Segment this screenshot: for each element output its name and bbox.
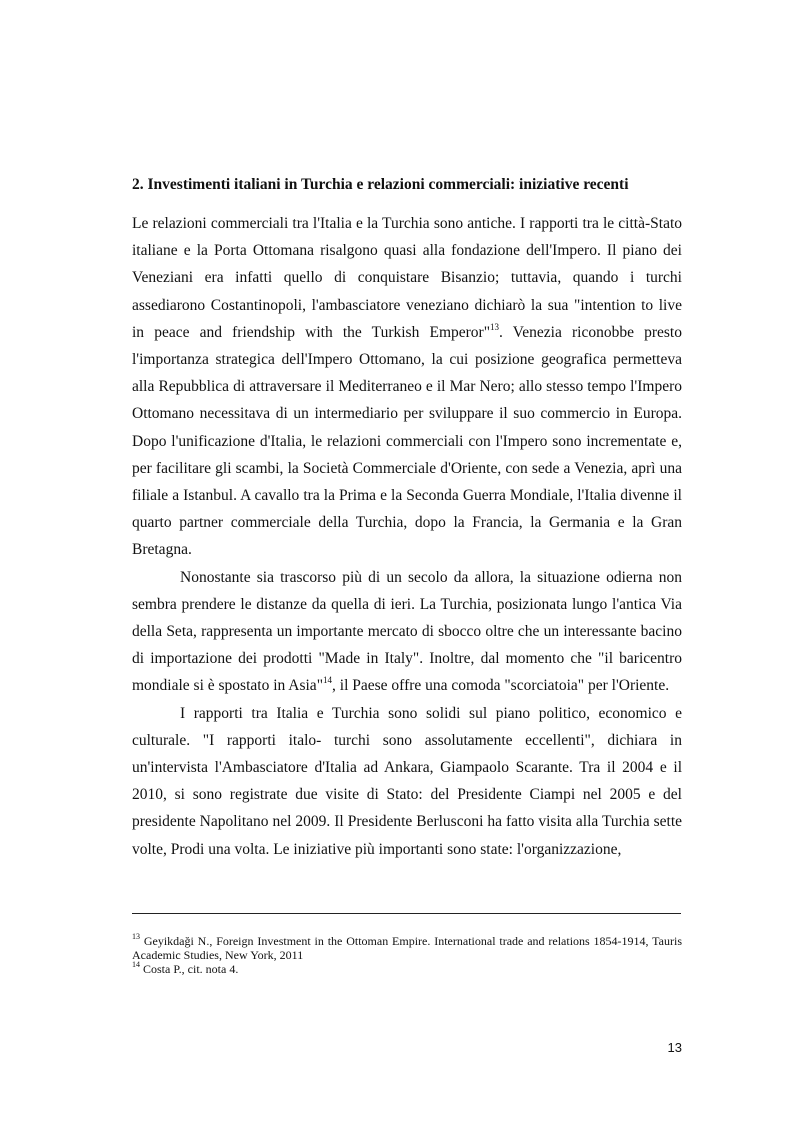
paragraph-1-part-2: . Venezia riconobbe presto l'importanza strategica dell'Impero Ottomano, la cui posizione geografica permetteva alla Repubblica di attraversare il Mediterraneo e il Mar Nero; allo stesso tempo l'Impero Ottomano necessitava di un intermediario per sviluppare il suo commercio in Europa. Dopo l'unificazione d'Italia, le relazioni commerciali con l'Impero sono incrementate e, per facilitare gli scambi, la Società Commerciale d'Oriente, con sede a Venezia, aprì una filiale a Istanbul. A cavallo tra la Prima e la Seconda Guerra Mondiale, l'Italia divenne il quarto partner commerciale della Turchia, dopo la Francia, la Germania e la Gran Bretagna. <box>132 323 682 559</box>
footnote-number-14: 14 <box>132 960 140 969</box>
footnote-13 <box>132 934 682 962</box>
footnote-ref-13: 13 <box>490 321 500 332</box>
footnote-13-text: Geyikdaği N., Foreign Investment in the Ottoman Empire. International trade and relations 1854-1914, Tauris Academic Studies, New York, 2011 <box>132 934 682 962</box>
footnote-number-13: 13 <box>132 932 140 941</box>
footnote-14-text: Costa P., cit. nota 4. <box>140 962 239 976</box>
section-heading: 2. Investimenti italiani in Turchia e relazioni commerciali: iniziative recenti <box>132 176 629 193</box>
footnotes <box>132 934 682 976</box>
paragraph-2-part-2: , il Paese offre una comoda "scorciatoia" per l'Oriente. <box>332 677 670 695</box>
paragraph-2-part-1: Nonostante sia trascorso più di un secolo da allora, la situazione odierna non sembra prendere le distanze da quella di ieri. La Turchia, posizionata lungo l'antica Via della Seta, rappresenta un importante mercato di sbocco oltre che un interessante bacino di importazione dei prodotti "Made in Italy". Inoltre, dal momento che "il baricentro mondiale si è spostato in Asia" <box>132 568 682 695</box>
page-number: 13 <box>667 1040 682 1055</box>
body-text <box>132 210 682 863</box>
footnote-separator <box>132 913 681 914</box>
footnote-14 <box>132 962 682 976</box>
paragraph-3: I rapporti tra Italia e Turchia sono solidi sul piano politico, economico e culturale. "I rapporti italo- turchi sono assolutamente eccellenti", dichiara in un'intervista l'Ambasciatore d'Italia ad Ankara, Giampaolo Scarante. Tra il 2004 e il 2010, si sono registrate due visite di Stato: del Presidente Ciampi nel 2005 e del presidente Napolitano nel 2009. Il Presidente Berlusconi ha fatto visita alla Turchia sette volte, Prodi una volta. Le iniziative più importanti sono state: l'organizzazione, <box>132 704 682 858</box>
paragraph-1 <box>132 210 682 564</box>
paragraph-2 <box>132 564 682 700</box>
footnote-ref-14: 14 <box>323 675 333 686</box>
paragraph-1-part-1: Le relazioni commerciali tra l'Italia e la Turchia sono antiche. I rapporti tra le città-Stato italiane e la Porta Ottomana risalgono quasi alla fondazione dell'Impero. Il piano dei Veneziani era infatti quello di conquistare Bisanzio; tuttavia, quando i turchi assediarono Costantinopoli, l'ambasciatore veneziano dichiarò la sua "intention to live in peace and friendship with the Turkish Emperor" <box>132 215 682 341</box>
